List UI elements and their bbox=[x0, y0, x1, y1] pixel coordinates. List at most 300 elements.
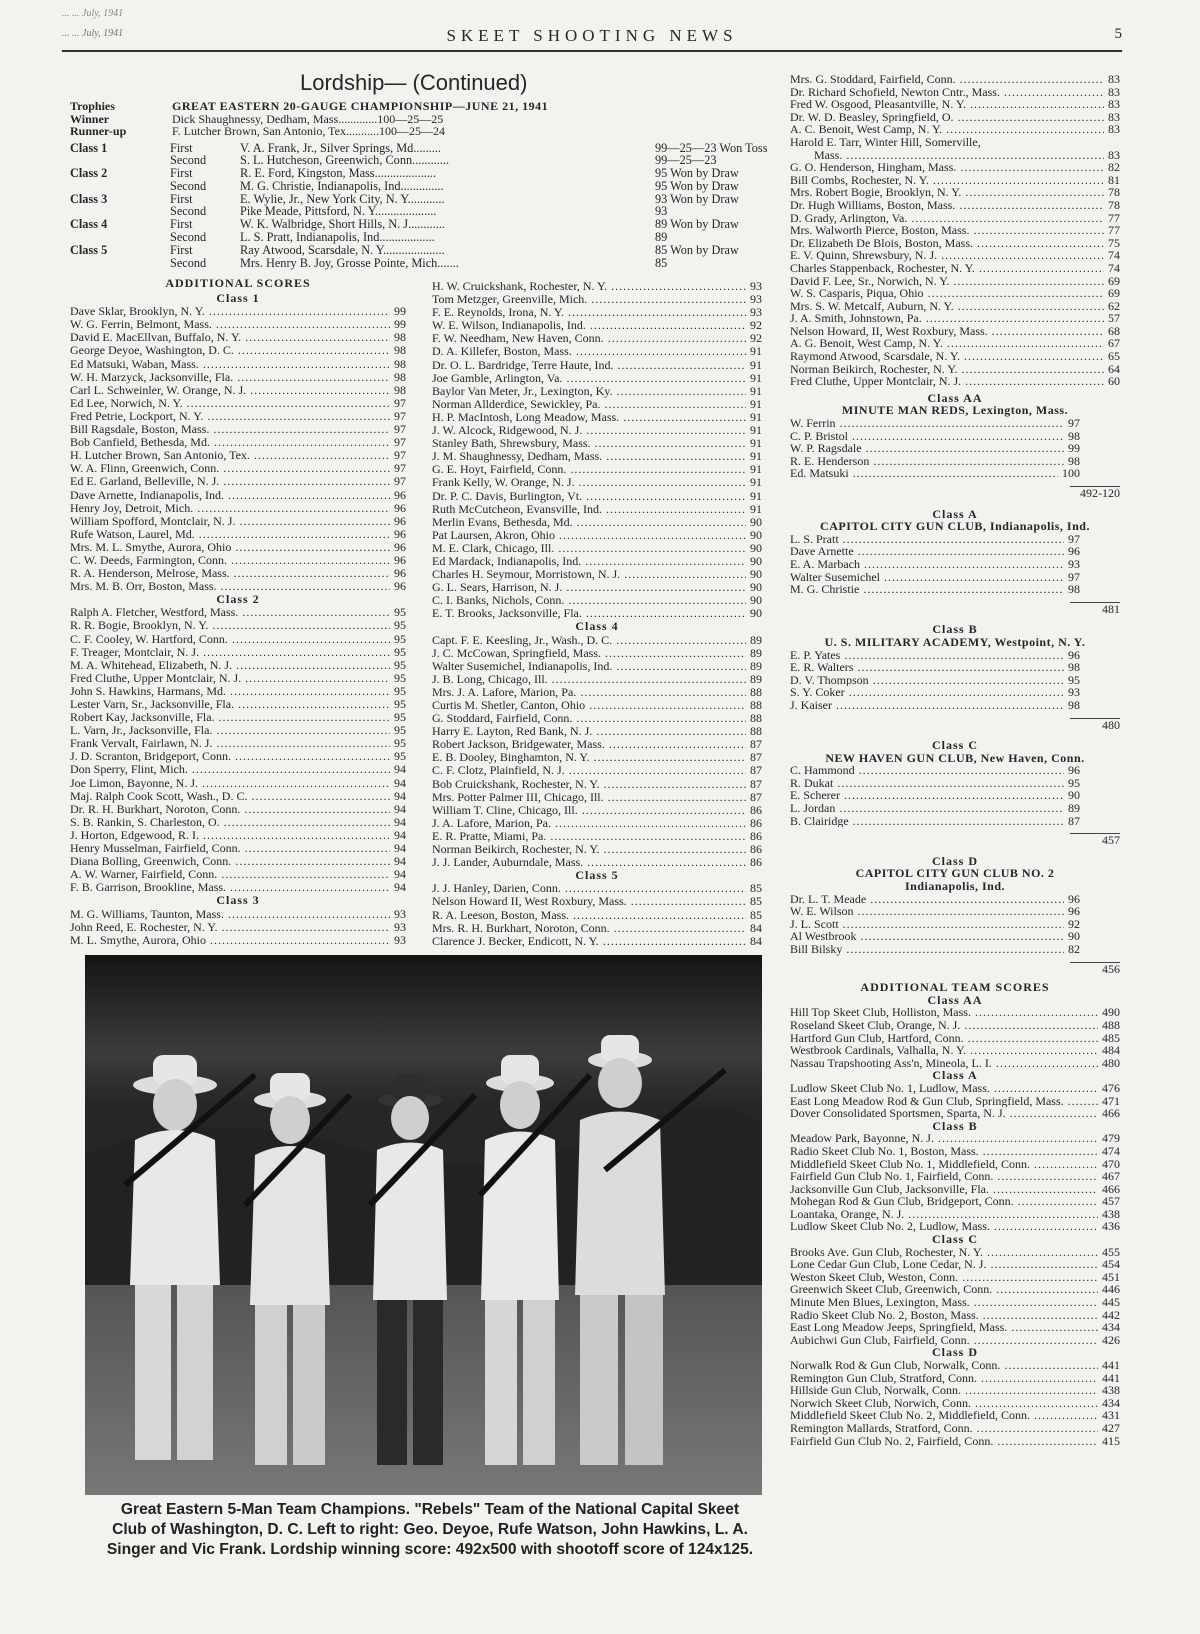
entry-score: 97 bbox=[394, 423, 406, 437]
team-member bbox=[790, 455, 1080, 468]
list-item bbox=[432, 450, 762, 463]
list-item bbox=[790, 363, 1120, 376]
shooter-score: 95 Won by Draw bbox=[655, 178, 739, 193]
list-item bbox=[790, 73, 1120, 86]
list-item bbox=[432, 372, 762, 385]
entry-score: 69 bbox=[1108, 274, 1120, 288]
team-member bbox=[790, 571, 1080, 584]
entry-name: Dr. Richard Schofield, Newton Cntr., Mass. ..... bbox=[790, 86, 1104, 99]
entry-score: 95 bbox=[394, 737, 406, 751]
shooter-name: M. G. Christie, Indianapolis, Ind.............. bbox=[240, 178, 444, 193]
entry-score: 95 bbox=[394, 684, 406, 698]
entry-score: 92 bbox=[750, 332, 762, 346]
list-item bbox=[790, 1183, 1120, 1196]
member-name: W. Ferrin ..... bbox=[790, 417, 1064, 430]
entry-name: E. V. Quinn, Shrewsbury, N. J. ..... bbox=[790, 249, 1104, 262]
publication-title: SKEET SHOOTING NEWS bbox=[446, 26, 738, 45]
entry-score: 98 bbox=[394, 344, 406, 358]
entry-name: L. Varn, Jr., Jacksonville, Fla. ..... bbox=[70, 724, 390, 737]
member-name: Bill Bilsky ..... bbox=[790, 943, 1064, 956]
entry-name: Curtis M. Shetler, Canton, Ohio ..... bbox=[432, 699, 746, 712]
entry-score: 69 bbox=[1108, 287, 1120, 300]
team-class-b-list bbox=[790, 1132, 1120, 1233]
entry-name: Frank Kelly, W. Orange, N. J. ..... bbox=[432, 476, 746, 489]
entry-score: 95 bbox=[394, 671, 406, 685]
entry-name: A. G. Benoit, West Camp, N. Y. ..... bbox=[790, 337, 1104, 350]
entry-name: M. A. Whitehead, Elizabeth, N. J. ..... bbox=[70, 659, 390, 672]
entry-name: H. Lutcher Brown, San Antonio, Tex. ..... bbox=[70, 449, 390, 462]
header-rule bbox=[62, 50, 1122, 52]
list-item bbox=[70, 502, 406, 515]
list-item bbox=[70, 449, 406, 462]
entry-name: Westbrook Cardinals, Valhalla, N. Y. ..... bbox=[790, 1044, 1098, 1057]
entry-score: 95 bbox=[394, 606, 406, 620]
entry-name: Joe Limon, Bayonne, N. J. ..... bbox=[70, 777, 390, 790]
entry-name: Ed Matsuki, Waban, Mass. ..... bbox=[70, 358, 390, 371]
place-label: Second bbox=[170, 178, 207, 193]
entry-score: 90 bbox=[750, 541, 762, 555]
entry-score: 436 bbox=[1102, 1220, 1120, 1234]
tarr-line-1: Harold E. Tarr, Winter Hill, Somerville, bbox=[790, 134, 981, 149]
list-item bbox=[790, 199, 1120, 212]
entry-name: East Long Meadow Rod & Gun Club, Springfield, Mass. ..... bbox=[790, 1095, 1098, 1108]
entry-score: 90 bbox=[750, 581, 762, 595]
place-label: Second bbox=[170, 255, 207, 270]
member-name: Al Westbrook ..... bbox=[790, 930, 1064, 943]
list-item bbox=[790, 1372, 1120, 1385]
entry-name: W. E. Wilson, Indianapolis, Ind. ..... bbox=[432, 319, 746, 332]
team-member bbox=[790, 905, 1080, 918]
list-item bbox=[432, 725, 762, 738]
class-5-list bbox=[432, 882, 762, 947]
list-item bbox=[790, 1095, 1120, 1108]
entry-name: D. A. Killefer, Boston, Mass. ..... bbox=[432, 345, 746, 358]
entry-score: 93 bbox=[394, 920, 406, 934]
member-name: R. E. Henderson ..... bbox=[790, 455, 1064, 468]
member-score: 95 bbox=[1068, 673, 1080, 687]
list-item bbox=[790, 1422, 1120, 1435]
five-man-teams bbox=[790, 392, 1120, 975]
entry-score: 488 bbox=[1102, 1018, 1120, 1032]
list-item bbox=[70, 384, 406, 397]
list-item bbox=[432, 437, 762, 450]
entry-name: Henry Joy, Detroit, Mich. ..... bbox=[70, 502, 390, 515]
entry-score: 82 bbox=[1108, 161, 1120, 174]
entry-score: 81 bbox=[1108, 173, 1120, 187]
entry-name: Dr. W. D. Beasley, Springfield, O. ..... bbox=[790, 111, 1104, 124]
team-member bbox=[790, 764, 1080, 777]
entry-name: Frank Vervalt, Fairlawn, N. J. ..... bbox=[70, 737, 390, 750]
entry-name: Mrs. M. L. Smythe, Aurora, Ohio ..... bbox=[70, 541, 390, 554]
entry-score: 91 bbox=[750, 410, 762, 424]
entry-name: Fred Cluthe, Upper Montclair, N. J. ..... bbox=[790, 375, 1104, 388]
entry-score: 77 bbox=[1108, 211, 1120, 225]
team-member bbox=[790, 893, 1080, 906]
entry-score: 476 bbox=[1102, 1081, 1120, 1095]
member-name: M. G. Christie ..... bbox=[790, 583, 1064, 596]
shooter-name: Mrs. Henry B. Joy, Grosse Pointe, Mich....... bbox=[240, 255, 459, 270]
team-member bbox=[790, 661, 1080, 674]
class-1-heading: Class 1 bbox=[216, 291, 260, 306]
entry-name: Fairfield Gun Club No. 1, Fairfield, Conn. ..... bbox=[790, 1170, 1098, 1183]
entry-name: Capt. F. E. Keesling, Jr., Wash., D. C. ..... bbox=[432, 634, 746, 647]
team-total: 492-120 bbox=[1080, 486, 1120, 500]
list-item bbox=[432, 909, 762, 922]
team-block bbox=[790, 508, 1120, 616]
entry-name: J. C. McCowan, Springfield, Mass. ..... bbox=[432, 647, 746, 660]
team-class-heading: Class AA bbox=[927, 390, 983, 405]
photo-caption: Great Eastern 5-Man Team Champions. "Rebels" Team of the National Capital Skeet Club of Washington, D. C. Left to right: Geo. Deyoe, Rufe Watson, John Hawkins, L. A. Singer and Vic Frank. Lordship winning score: 492x500 with shootoff score of 124x125. bbox=[106, 1501, 754, 1558]
column-2 bbox=[432, 280, 762, 948]
entry-name: Mrs. J. A. Lafore, Marion, Pa. ..... bbox=[432, 686, 746, 699]
entry-score: 98 bbox=[394, 331, 406, 345]
class-3-list-continued bbox=[432, 280, 762, 620]
list-item bbox=[790, 1397, 1120, 1410]
team-block bbox=[790, 739, 1120, 847]
list-item bbox=[790, 1283, 1120, 1296]
list-item bbox=[70, 908, 406, 921]
entry-score: 93 bbox=[750, 293, 762, 307]
entry-score: 96 bbox=[394, 567, 406, 581]
entry-score: 95 bbox=[394, 645, 406, 659]
class-2-list bbox=[70, 606, 406, 894]
entry-score: 479 bbox=[1102, 1132, 1120, 1145]
entry-score: 474 bbox=[1102, 1144, 1120, 1158]
class-1-list bbox=[70, 305, 406, 593]
place-label: First bbox=[170, 217, 193, 232]
team-class-heading: Class D bbox=[931, 853, 978, 868]
entry-score: 427 bbox=[1102, 1421, 1120, 1435]
entry-score: 91 bbox=[750, 358, 762, 372]
entry-score: 83 bbox=[1108, 98, 1120, 111]
member-score: 98 bbox=[1068, 661, 1080, 674]
entry-score: 97 bbox=[394, 409, 406, 423]
member-score: 96 bbox=[1068, 545, 1080, 558]
entry-name: Walter Susemichel, Indianapolis, Ind. ..... bbox=[432, 660, 746, 673]
entry-name: C. F. Cooley, W. Hartford, Conn. ..... bbox=[70, 633, 390, 646]
member-score: 97 bbox=[1068, 417, 1080, 430]
entry-name: W. A. Flinn, Greenwich, Conn. ..... bbox=[70, 462, 390, 475]
list-item bbox=[70, 358, 406, 371]
entry-name: Remington Mallards, Stratford, Conn. ..... bbox=[790, 1422, 1098, 1435]
entry-name: W. S. Casparis, Piqua, Ohio ..... bbox=[790, 287, 1104, 300]
entry-name: Ludlow Skeet Club No. 2, Ludlow, Mass. ..... bbox=[790, 1220, 1098, 1233]
entry-score: 95 bbox=[394, 698, 406, 711]
entry-name: Dr. R. H. Burkhart, Noroton, Conn. ..... bbox=[70, 803, 390, 816]
shooter-score: 85 bbox=[655, 255, 668, 270]
team-class-c-heading: Class C bbox=[931, 1232, 978, 1247]
member-score: 100 bbox=[1062, 467, 1080, 480]
entry-name: Minute Men Blues, Lexington, Mass. ..... bbox=[790, 1296, 1098, 1309]
list-item bbox=[70, 921, 406, 934]
list-item bbox=[70, 344, 406, 357]
class-label bbox=[70, 257, 170, 270]
entry-score: 467 bbox=[1102, 1170, 1120, 1183]
list-item bbox=[432, 293, 762, 306]
entry-score: 83 bbox=[1108, 85, 1120, 99]
entry-score: 89 bbox=[750, 646, 762, 660]
list-item bbox=[70, 619, 406, 632]
label-runner-up: Runner-up bbox=[70, 124, 127, 138]
entry-name: Greenwich Skeet Club, Greenwich, Conn. ..... bbox=[790, 1283, 1098, 1296]
list-item bbox=[70, 606, 406, 619]
member-name: W. P. Ragsdale ..... bbox=[790, 442, 1064, 455]
entry-name: W. H. Marzyck, Jacksonville, Fla. ..... bbox=[70, 371, 390, 384]
member-score: 98 bbox=[1068, 698, 1080, 712]
entry-score: 97 bbox=[394, 462, 406, 476]
member-name: W. E. Wilson ..... bbox=[790, 905, 1064, 918]
entry-score: 93 bbox=[750, 306, 762, 320]
list-item bbox=[432, 516, 762, 529]
entry-name: Ralph A. Fletcher, Westford, Mass. ..... bbox=[70, 606, 390, 619]
column-3 bbox=[790, 73, 1120, 1447]
entry-name: F. W. Needham, New Haven, Conn. ..... bbox=[432, 332, 746, 345]
entry-name: Mohegan Rod & Gun Club, Bridgeport, Conn. ..... bbox=[790, 1195, 1098, 1208]
list-item bbox=[70, 318, 406, 331]
entry-name: E. B. Dooley, Binghamton, N. Y. ..... bbox=[432, 751, 746, 764]
entry-name: Mrs. S. W. Metcalf, Auburn, N. Y. ..... bbox=[790, 300, 1104, 313]
team-total: 481 bbox=[1102, 601, 1120, 616]
entry-score: 90 bbox=[750, 568, 762, 582]
entry-score: 97 bbox=[394, 396, 406, 410]
entry-score: 85 bbox=[750, 882, 762, 896]
entry-name: C. I. Banks, Nichols, Conn. ..... bbox=[432, 594, 746, 607]
list-item bbox=[790, 212, 1120, 225]
list-item bbox=[432, 647, 762, 660]
list-item bbox=[432, 424, 762, 437]
entry-name: Ruth McCutcheon, Evansville, Ind. ..... bbox=[432, 503, 746, 516]
entry-score: 57 bbox=[1108, 312, 1120, 325]
list-item bbox=[70, 475, 406, 488]
list-item bbox=[70, 724, 406, 737]
list-item bbox=[70, 528, 406, 541]
class-3-list bbox=[70, 908, 406, 947]
entry-score: 434 bbox=[1102, 1321, 1120, 1334]
entry-name: William T. Cline, Chicago, Ill. ..... bbox=[432, 804, 746, 817]
entry-score: 78 bbox=[1108, 198, 1120, 212]
entry-score: 84 bbox=[750, 921, 762, 935]
team-block bbox=[790, 855, 1120, 975]
entry-score: 85 bbox=[750, 895, 762, 909]
entry-score: 96 bbox=[394, 580, 406, 594]
member-name: Dr. L. T. Meade ..... bbox=[790, 893, 1064, 906]
entry-name: G. L. Sears, Harrison, N. J. ..... bbox=[432, 581, 746, 594]
entry-score: 91 bbox=[750, 502, 762, 516]
team-total: 480 bbox=[1102, 717, 1120, 732]
entry-name: G. E. Hoyt, Fairfield, Conn. ..... bbox=[432, 463, 746, 476]
member-name: L. S. Pratt ..... bbox=[790, 533, 1064, 546]
member-score: 96 bbox=[1068, 764, 1080, 777]
shooter-name: S. L. Hutcheson, Greenwich, Conn............ bbox=[240, 153, 450, 168]
list-item bbox=[790, 1435, 1120, 1448]
shooter-name: Ray Atwood, Scarsdale, N. Y.................... bbox=[240, 242, 445, 257]
list-item bbox=[432, 895, 762, 908]
member-name: E. A. Marbach ..... bbox=[790, 558, 1064, 571]
entry-name: S. B. Rankin, S. Charleston, O. ..... bbox=[70, 816, 390, 829]
entry-name: M. G. Williams, Taunton, Mass. ..... bbox=[70, 908, 390, 921]
entry-name: Dr. Elizabeth De Blois, Boston, Mass. ..... bbox=[790, 237, 1104, 250]
entry-name: John Reed, E. Rochester, N. Y. ..... bbox=[70, 921, 390, 934]
entry-score: 84 bbox=[750, 934, 762, 948]
team-member bbox=[790, 789, 1080, 802]
list-item bbox=[790, 249, 1120, 262]
entry-score: 90 bbox=[750, 554, 762, 568]
team-member bbox=[790, 417, 1080, 430]
list-item bbox=[70, 855, 406, 868]
entry-score: 94 bbox=[394, 842, 406, 856]
list-item bbox=[790, 224, 1120, 237]
list-item bbox=[70, 829, 406, 842]
entry-name: E. R. Pratte, Miami, Pa. ..... bbox=[432, 830, 746, 843]
entry-name: George Deyoe, Washington, D. C. ..... bbox=[70, 344, 390, 357]
entry-score: 490 bbox=[1102, 1006, 1120, 1019]
place-label: First bbox=[170, 166, 193, 181]
place-label: Second bbox=[170, 230, 207, 245]
entry-name: Nelson Howard II, West Roxbury, Mass. ..... bbox=[432, 895, 746, 908]
class-label: Class 5 bbox=[70, 242, 108, 257]
entry-score: 441 bbox=[1102, 1371, 1120, 1385]
member-score: 97 bbox=[1068, 532, 1080, 546]
entry-score: 480 bbox=[1102, 1056, 1120, 1070]
entry-name: D. Grady, Arlington, Va. ..... bbox=[790, 212, 1104, 225]
member-name: C. Hammond ..... bbox=[790, 764, 1064, 777]
team-member bbox=[790, 686, 1080, 699]
list-item bbox=[432, 686, 762, 699]
list-item bbox=[790, 1170, 1120, 1183]
class-5-heading: Class 5 bbox=[575, 868, 619, 883]
list-item bbox=[790, 262, 1120, 275]
shooter-name: E. Wylie, Jr., New York City, N. Y............ bbox=[240, 191, 445, 206]
list-item bbox=[432, 476, 762, 489]
team-member bbox=[790, 533, 1080, 546]
entry-score: 485 bbox=[1102, 1031, 1120, 1045]
team-class-aa-heading: Class AA bbox=[927, 992, 983, 1007]
list-item bbox=[790, 186, 1120, 199]
team-member bbox=[790, 777, 1080, 790]
shooter-name: R. E. Ford, Kingston, Mass.................... bbox=[240, 166, 437, 181]
entry-score: 94 bbox=[394, 802, 406, 816]
entry-score: 457 bbox=[1102, 1195, 1120, 1208]
entry-score: 88 bbox=[750, 725, 762, 739]
member-score: 93 bbox=[1068, 557, 1080, 571]
label-winner: Winner bbox=[70, 111, 110, 126]
entry-score: 83 bbox=[1108, 110, 1120, 124]
entry-name: Dave Sklar, Brooklyn, N. Y. ..... bbox=[70, 305, 390, 318]
list-item bbox=[432, 699, 762, 712]
list-item bbox=[70, 659, 406, 672]
team-club-name: MINUTE MAN REDS, Lexington, Mass. bbox=[841, 403, 1069, 418]
entry-score: 91 bbox=[750, 397, 762, 411]
team-member bbox=[790, 558, 1080, 571]
shooter-score: 93 Won by Draw bbox=[655, 191, 739, 206]
entry-score: 74 bbox=[1108, 261, 1120, 275]
faint-stamp-2: ... ... July, 1941 bbox=[62, 28, 124, 39]
team-club-location: Indianapolis, Ind. bbox=[904, 879, 1006, 894]
entry-score: 426 bbox=[1102, 1333, 1120, 1347]
list-item bbox=[432, 922, 762, 935]
list-item bbox=[432, 568, 762, 581]
team-member bbox=[790, 649, 1080, 662]
list-item bbox=[70, 462, 406, 475]
additional-scores-title: ADDITIONAL SCORES bbox=[165, 276, 311, 290]
list-item bbox=[790, 300, 1120, 313]
class-label: Class 4 bbox=[70, 217, 108, 232]
entry-name: Hillside Gun Club, Norwalk, Conn. ..... bbox=[790, 1384, 1098, 1397]
list-item bbox=[432, 751, 762, 764]
entry-score: 94 bbox=[394, 828, 406, 842]
entry-name: Hartford Gun Club, Hartford, Conn. ..... bbox=[790, 1032, 1098, 1045]
entry-name: M. E. Clark, Chicago, Ill. ..... bbox=[432, 542, 746, 555]
entry-score: 484 bbox=[1102, 1044, 1120, 1057]
entry-score: 91 bbox=[750, 371, 762, 385]
member-name: D. V. Thompson ..... bbox=[790, 674, 1064, 687]
team-photo bbox=[85, 955, 762, 1495]
entry-name: Fred W. Osgood, Pleasantville, N. Y. ..... bbox=[790, 98, 1104, 111]
list-item bbox=[70, 397, 406, 410]
team-class-d-heading: Class D bbox=[931, 1345, 978, 1360]
list-item bbox=[70, 750, 406, 763]
entry-score: 86 bbox=[750, 829, 762, 843]
list-item bbox=[70, 737, 406, 750]
list-item bbox=[70, 567, 406, 580]
entry-score: 94 bbox=[394, 855, 406, 869]
list-item bbox=[432, 319, 762, 332]
entry-score: 434 bbox=[1102, 1396, 1120, 1410]
runner-up-line: F. Lutcher Brown, San Antonio, Tex...........100—25—24 bbox=[172, 124, 445, 138]
individual-scores-continued bbox=[790, 73, 1120, 136]
team-block bbox=[790, 392, 1120, 500]
entry-score: 471 bbox=[1102, 1094, 1120, 1108]
entry-score: 91 bbox=[750, 345, 762, 359]
list-item bbox=[70, 816, 406, 829]
team-class-b-heading: Class B bbox=[932, 1118, 978, 1133]
list-item bbox=[790, 1019, 1120, 1032]
list-item bbox=[70, 763, 406, 776]
member-score: 90 bbox=[1068, 930, 1080, 943]
entry-score: 91 bbox=[750, 476, 762, 490]
list-item bbox=[432, 712, 762, 725]
entry-name: Mrs. Walworth Pierce, Boston, Mass. ..... bbox=[790, 224, 1104, 237]
trophy-table bbox=[70, 100, 770, 269]
entry-score: 94 bbox=[394, 776, 406, 790]
entry-name: A. W. Warner, Fairfield, Conn. ..... bbox=[70, 868, 390, 881]
entry-score: 75 bbox=[1108, 236, 1120, 250]
list-item bbox=[70, 842, 406, 855]
team-total: 456 bbox=[1102, 961, 1120, 976]
entry-score: 62 bbox=[1108, 299, 1120, 313]
team-club-name: CAPITOL CITY GUN CLUB, Indianapolis, Ind. bbox=[820, 519, 1090, 534]
list-item bbox=[790, 1145, 1120, 1158]
list-item bbox=[432, 804, 762, 817]
shooter-score: 89 bbox=[655, 230, 668, 245]
entry-name: Bob Canfield, Bethesda, Md. ..... bbox=[70, 436, 390, 449]
list-item bbox=[70, 777, 406, 790]
entry-score: 99 bbox=[394, 305, 406, 319]
class-2-heading: Class 2 bbox=[216, 592, 260, 607]
list-item bbox=[432, 843, 762, 856]
class-label: Class 2 bbox=[70, 166, 108, 181]
member-name: R. Dukat ..... bbox=[790, 777, 1064, 790]
entry-name: F. Treager, Montclair, N. J. ..... bbox=[70, 646, 390, 659]
faint-stamp: ... ... July, 1941 bbox=[62, 8, 124, 19]
place-label: First bbox=[170, 140, 193, 155]
member-score: 99 bbox=[1068, 442, 1080, 455]
list-item bbox=[432, 581, 762, 594]
entry-name: Mrs. R. H. Burkhart, Noroton, Conn. ..... bbox=[432, 922, 746, 935]
entry-score: 88 bbox=[750, 685, 762, 699]
member-score: 92 bbox=[1068, 917, 1080, 931]
entry-score: 87 bbox=[750, 790, 762, 804]
